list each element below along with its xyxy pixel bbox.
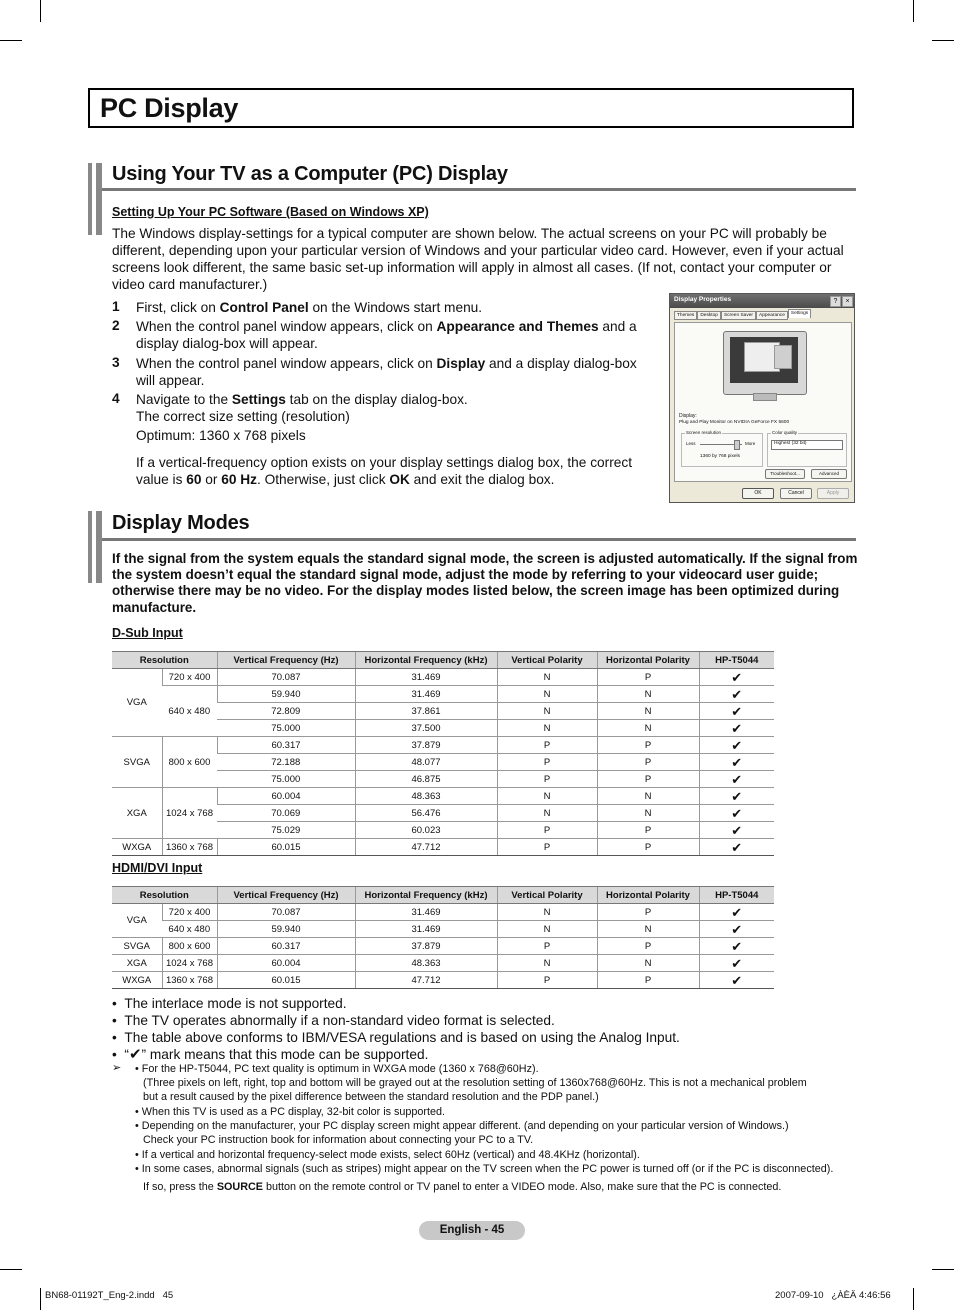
- intro-paragraph: The Windows display-settings for a typical computer are shown below. The actual screens on your PC will probably be different, depending upon your particular version of Windows and your particular video card. However, even if your actual screens look different, the same basic set-up information will apply in almost all cases. (If not, contact your computer or video card manufacturer.): [112, 226, 844, 292]
- table-row: [112, 904, 774, 921]
- step-text: and a display dialog-box will appear.: [136, 356, 637, 388]
- bullet-text: “: [124, 1047, 129, 1062]
- vp-cell: N: [497, 720, 597, 737]
- dialog-tabs: [674, 311, 811, 322]
- col-horizontal-polarity: Horizontal Polarity: [597, 652, 699, 669]
- col-resolution: Resolution: [112, 887, 217, 904]
- vp-cell: P: [497, 754, 597, 771]
- mode-group: WXGA: [112, 839, 162, 856]
- hp-cell: P: [597, 669, 699, 686]
- hf-cell: 37.879: [355, 938, 497, 955]
- vp-cell: N: [497, 686, 597, 703]
- hf-cell: 31.469: [355, 921, 497, 938]
- mode-group: SVGA: [112, 737, 162, 788]
- step-text: When the control panel window appears, click on: [136, 319, 437, 334]
- check-icon: ✔: [699, 822, 774, 839]
- mode-group: VGA: [112, 669, 162, 737]
- col-vertical-frequency: Vertical Frequency (Hz): [217, 887, 355, 904]
- table-row: [112, 686, 774, 703]
- check-icon: ✔: [699, 686, 774, 703]
- bullet-item: • The TV operates abnormally if a non-standard video format is selected.: [112, 1013, 555, 1028]
- step-text: First, click on: [136, 300, 220, 315]
- crop-mark: [932, 1269, 954, 1270]
- hf-cell: 37.879: [355, 737, 497, 754]
- vf-cell: 60.317: [217, 737, 355, 754]
- section-bar: [88, 163, 102, 235]
- note-bold: SOURCE: [216, 1181, 264, 1193]
- table-row: [112, 737, 774, 754]
- table-row: [112, 839, 774, 856]
- vf-cell: 60.015: [217, 839, 355, 856]
- table-header-row: [112, 887, 774, 904]
- hp-cell: N: [597, 703, 699, 720]
- hp-cell: N: [597, 720, 699, 737]
- dsub-modes-table: [112, 651, 774, 856]
- hdmi-input-label: HDMI/DVI Input: [112, 861, 203, 875]
- mode-group: XGA: [112, 955, 162, 972]
- table-row: [112, 921, 774, 938]
- vf-cell: 72.809: [217, 703, 355, 720]
- section-bar: [88, 511, 102, 583]
- step-number: 3: [112, 355, 120, 370]
- note-text: If a vertical-frequency option exists on your display settings dialog box, the correct value is: [136, 455, 633, 487]
- advanced-button: Advanced: [811, 469, 847, 479]
- note-line: but a result caused by the pixel difference between the standard resolution and the PDP panel.): [143, 1091, 599, 1103]
- check-icon: ✔: [699, 805, 774, 822]
- col-model: HP-T5044: [699, 652, 774, 669]
- hp-cell: P: [597, 737, 699, 754]
- mode-group: XGA: [112, 788, 162, 839]
- col-vertical-frequency: Vertical Frequency (Hz): [217, 652, 355, 669]
- page-number-badge: English - 45: [419, 1221, 525, 1240]
- resolution-cell: 1024 x 768: [162, 955, 217, 972]
- resolution-label: Screen resolution: [686, 430, 722, 435]
- crop-mark: [913, 0, 914, 22]
- less-label: Less: [686, 441, 696, 446]
- ok-button: OK: [742, 488, 774, 499]
- hf-cell: 37.861: [355, 703, 497, 720]
- vf-cell: 72.188: [217, 754, 355, 771]
- tab-screen-saver: Screen Saver: [721, 311, 756, 320]
- monitor-stand: [753, 393, 777, 401]
- bullet-text: The TV operates abnormally if a non-standard video format is selected.: [124, 1013, 555, 1028]
- check-icon: ✔: [699, 771, 774, 788]
- check-icon: ✔: [699, 720, 774, 737]
- bullet-item: • “✔” mark means that this mode can be supported.: [112, 1046, 429, 1063]
- vp-cell: P: [497, 737, 597, 754]
- display-modes-intro: If the signal from the system equals the standard signal mode, the screen is adjusted automatically. If the signal from the system doesn’t equal the standard signal mode, adjust the mode by referring to your videocard user guide; otherwise there may be no video. For the display modes listed below, the screen image has been optimized during manufacture.: [112, 551, 858, 615]
- step-text: tab on the display dialog-box.: [285, 392, 468, 407]
- vp-cell: N: [497, 904, 597, 921]
- color-select: [771, 440, 843, 450]
- mode-group: VGA: [112, 904, 162, 938]
- note-line: • When this TV is used as a PC display, 32-bit color is supported.: [135, 1106, 446, 1118]
- note-text: or: [201, 472, 222, 487]
- table-row: [112, 955, 774, 972]
- vp-cell: N: [497, 669, 597, 686]
- resolution-cell: 720 x 400: [162, 669, 217, 686]
- vp-cell: N: [497, 955, 597, 972]
- hf-cell: 31.469: [355, 686, 497, 703]
- step-number: 1: [112, 299, 120, 314]
- hf-cell: 31.469: [355, 669, 497, 686]
- step-text: When the control panel window appears, click on: [136, 356, 437, 371]
- bullet-item: • The table above conforms to IBM/VESA regulations and is based on using the Analog Input.: [112, 1030, 680, 1045]
- note-line: • Depending on the manufacturer, your PC display screen might appear different. (and depending on your particular version of Windows.): [135, 1120, 789, 1132]
- apply-button: Apply: [817, 488, 849, 499]
- display-label: Display:: [679, 413, 697, 419]
- col-model: HP-T5044: [699, 887, 774, 904]
- note-text: button on the remote control or TV panel to enter a VIDEO mode. Also, make sure that the PC is connected.: [263, 1181, 782, 1193]
- vf-cell: 70.087: [217, 669, 355, 686]
- col-horizontal-frequency: Horizontal Frequency (kHz): [355, 887, 497, 904]
- page-title-box: [88, 88, 854, 128]
- resolution-cell: 1360 x 768: [162, 972, 217, 989]
- close-icon: ×: [842, 296, 853, 307]
- slider-thumb: [734, 440, 740, 450]
- step-4-optimum-line: Optimum: 1360 x 768 pixels: [136, 428, 306, 443]
- vf-cell: 60.015: [217, 972, 355, 989]
- crop-mark: [0, 40, 22, 41]
- vf-cell: 59.940: [217, 921, 355, 938]
- monitor-screen: [730, 337, 798, 383]
- col-vertical-polarity: Vertical Polarity: [497, 652, 597, 669]
- display-value: Plug and Play Monitor on NVIDIA GeForce FX 5600: [679, 420, 790, 425]
- col-vertical-polarity: Vertical Polarity: [497, 887, 597, 904]
- resolution-cell: 640 x 480: [162, 921, 217, 938]
- check-icon: ✔: [699, 669, 774, 686]
- resolution-cell: 800 x 600: [162, 737, 217, 788]
- dialog-title: Display Properties: [674, 296, 732, 303]
- vf-cell: 60.317: [217, 938, 355, 955]
- vp-cell: N: [497, 921, 597, 938]
- subheading-pc-software: Setting Up Your PC Software (Based on Windows XP): [112, 205, 429, 219]
- help-icon: ?: [830, 296, 841, 307]
- hf-cell: 37.500: [355, 720, 497, 737]
- hdmi-modes-table: [112, 886, 774, 989]
- hp-cell: P: [597, 754, 699, 771]
- table-row: [112, 788, 774, 805]
- step-4-resolution-line: The correct size setting (resolution): [136, 409, 350, 424]
- step-text: on the Windows start menu.: [308, 300, 483, 315]
- vp-cell: P: [497, 972, 597, 989]
- step-4: [136, 391, 646, 408]
- vf-cell: 70.087: [217, 904, 355, 921]
- resolution-group: [681, 430, 763, 467]
- monitor-window: [774, 345, 792, 369]
- crop-mark: [40, 1288, 41, 1310]
- hp-cell: P: [597, 904, 699, 921]
- crop-mark: [913, 1288, 914, 1310]
- resolution-value: 1360 by 768 pixels: [700, 454, 741, 459]
- tab-desktop: Desktop: [697, 311, 721, 320]
- vp-cell: N: [497, 788, 597, 805]
- table-row: [112, 669, 774, 686]
- section-rule: [102, 538, 856, 541]
- hf-cell: 46.875: [355, 771, 497, 788]
- hp-cell: P: [597, 822, 699, 839]
- vp-cell: P: [497, 771, 597, 788]
- resolution-cell: 640 x 480: [162, 686, 217, 737]
- note-bold: 60 Hz: [221, 472, 257, 487]
- section-heading-pc-display: Using Your TV as a Computer (PC) Display: [112, 163, 508, 185]
- table-row: [112, 938, 774, 955]
- vp-cell: P: [497, 839, 597, 856]
- vf-cell: 60.004: [217, 788, 355, 805]
- resolution-cell: 1360 x 768: [162, 839, 217, 856]
- check-icon: ✔: [128, 1046, 142, 1063]
- hf-cell: 31.469: [355, 904, 497, 921]
- step-text: and a display dialog-box will appear.: [136, 319, 637, 351]
- col-horizontal-polarity: Horizontal Polarity: [597, 887, 699, 904]
- footer-date: 2007-09-10 ¿ÀÈÄ 4:46:56: [775, 1290, 891, 1301]
- crop-mark: [40, 0, 41, 22]
- bullet-text: The table above conforms to IBM/VESA regulations and is based on using the Analog Input.: [124, 1030, 680, 1045]
- note-text: If so, press the: [143, 1181, 217, 1193]
- color-group: [767, 430, 847, 467]
- tab-settings: Settings: [788, 309, 811, 318]
- mode-group: WXGA: [112, 972, 162, 989]
- resolution-cell: 1024 x 768: [162, 788, 217, 839]
- vp-cell: P: [497, 822, 597, 839]
- check-icon: ✔: [699, 955, 774, 972]
- check-icon: ✔: [699, 904, 774, 921]
- vf-cell: 75.000: [217, 771, 355, 788]
- check-icon: ✔: [699, 788, 774, 805]
- step-keyword: Display: [436, 356, 486, 371]
- vp-cell: N: [497, 805, 597, 822]
- col-horizontal-frequency: Horizontal Frequency (kHz): [355, 652, 497, 669]
- hf-cell: 47.712: [355, 972, 497, 989]
- table-header-row: [112, 652, 774, 669]
- more-label: More: [745, 441, 756, 446]
- check-icon: ✔: [699, 737, 774, 754]
- footer-file: BN68-01192T_Eng-2.indd 45: [45, 1290, 174, 1301]
- step-3: [136, 355, 646, 389]
- page-title: PC Display: [100, 93, 239, 123]
- monitor-icon: [723, 331, 807, 395]
- step-2: [136, 318, 646, 352]
- step-number: 4: [112, 391, 120, 406]
- hp-cell: P: [597, 771, 699, 788]
- check-icon: ✔: [699, 839, 774, 856]
- hf-cell: 48.077: [355, 754, 497, 771]
- note-line: • In some cases, abnormal signals (such as stripes) might appear on the TV screen when the PC power is turned off (or if the PC is disconnected).: [135, 1163, 834, 1175]
- hp-cell: N: [597, 955, 699, 972]
- vf-cell: 60.004: [217, 955, 355, 972]
- vf-cell: 75.029: [217, 822, 355, 839]
- hf-cell: 48.363: [355, 955, 497, 972]
- note-line: Check your PC instruction book for information about connecting your PC to a TV.: [143, 1134, 534, 1146]
- display-properties-dialog: [669, 293, 855, 503]
- bullet-text: ” mark means that this mode can be supported.: [141, 1047, 429, 1062]
- step-number: 2: [112, 318, 120, 333]
- hp-cell: P: [597, 839, 699, 856]
- dialog-panel: [674, 322, 852, 482]
- color-label: Color quality: [772, 430, 798, 435]
- crop-mark: [0, 1269, 22, 1270]
- hp-cell: N: [597, 921, 699, 938]
- hf-cell: 60.023: [355, 822, 497, 839]
- hf-cell: 56.476: [355, 805, 497, 822]
- color-select-value: Highest (32 bit): [774, 441, 807, 446]
- hf-cell: 47.712: [355, 839, 497, 856]
- step-text: Navigate to the: [136, 392, 232, 407]
- crop-mark: [932, 40, 954, 41]
- cancel-button: Cancel: [780, 488, 812, 499]
- vp-cell: N: [497, 703, 597, 720]
- note-line: (Three pixels on left, right, top and bottom will be grayed out at the resolution setting of 1360x768@60Hz. This is not a mechanical problem: [143, 1077, 807, 1089]
- check-icon: ✔: [699, 938, 774, 955]
- section-heading-display-modes: Display Modes: [112, 512, 250, 534]
- vf-cell: 59.940: [217, 686, 355, 703]
- note-bold: OK: [389, 472, 410, 487]
- note-arrow-icon: ➢: [112, 1062, 122, 1074]
- check-icon: ✔: [699, 972, 774, 989]
- step-keyword: Appearance and Themes: [436, 319, 599, 334]
- step-1: [136, 299, 646, 316]
- resolution-cell: 800 x 600: [162, 938, 217, 955]
- resolution-cell: 720 x 400: [162, 904, 217, 921]
- frequency-note: [136, 454, 646, 488]
- check-icon: ✔: [699, 921, 774, 938]
- bullet-text: The interlace mode is not supported.: [124, 996, 347, 1011]
- tab-appearance: Appearance: [756, 311, 788, 320]
- section-rule: [102, 188, 856, 191]
- hp-cell: P: [597, 972, 699, 989]
- vp-cell: P: [497, 938, 597, 955]
- mode-group: SVGA: [112, 938, 162, 955]
- step-keyword: Control Panel: [219, 300, 309, 315]
- bullet-item: • The interlace mode is not supported.: [112, 996, 347, 1011]
- table-row: [112, 972, 774, 989]
- dsub-input-label: D-Sub Input: [112, 626, 183, 640]
- note-text: and exit the dialog box.: [409, 472, 555, 487]
- note-line: [143, 1180, 863, 1194]
- dialog-titlebar: [670, 294, 854, 308]
- hp-cell: N: [597, 805, 699, 822]
- note-line: • If a vertical and horizontal frequency-select mode exists, select 60Hz (vertical) and 48.4KHz (horizontal).: [135, 1149, 640, 1161]
- tab-themes: Themes: [674, 311, 697, 320]
- hf-cell: 48.363: [355, 788, 497, 805]
- note-text: . Otherwise, just click: [257, 472, 390, 487]
- hp-cell: N: [597, 788, 699, 805]
- check-icon: ✔: [699, 703, 774, 720]
- note-line: • For the HP-T5044, PC text quality is optimum in WXGA mode (1360 x 768@60Hz).: [135, 1063, 539, 1075]
- col-resolution: Resolution: [112, 652, 217, 669]
- step-keyword: Settings: [231, 392, 286, 407]
- hp-cell: P: [597, 938, 699, 955]
- check-icon: ✔: [699, 754, 774, 771]
- vf-cell: 70.069: [217, 805, 355, 822]
- hp-cell: N: [597, 686, 699, 703]
- vf-cell: 75.000: [217, 720, 355, 737]
- troubleshoot-button: Troubleshoot...: [765, 469, 805, 479]
- note-bold: 60: [186, 472, 202, 487]
